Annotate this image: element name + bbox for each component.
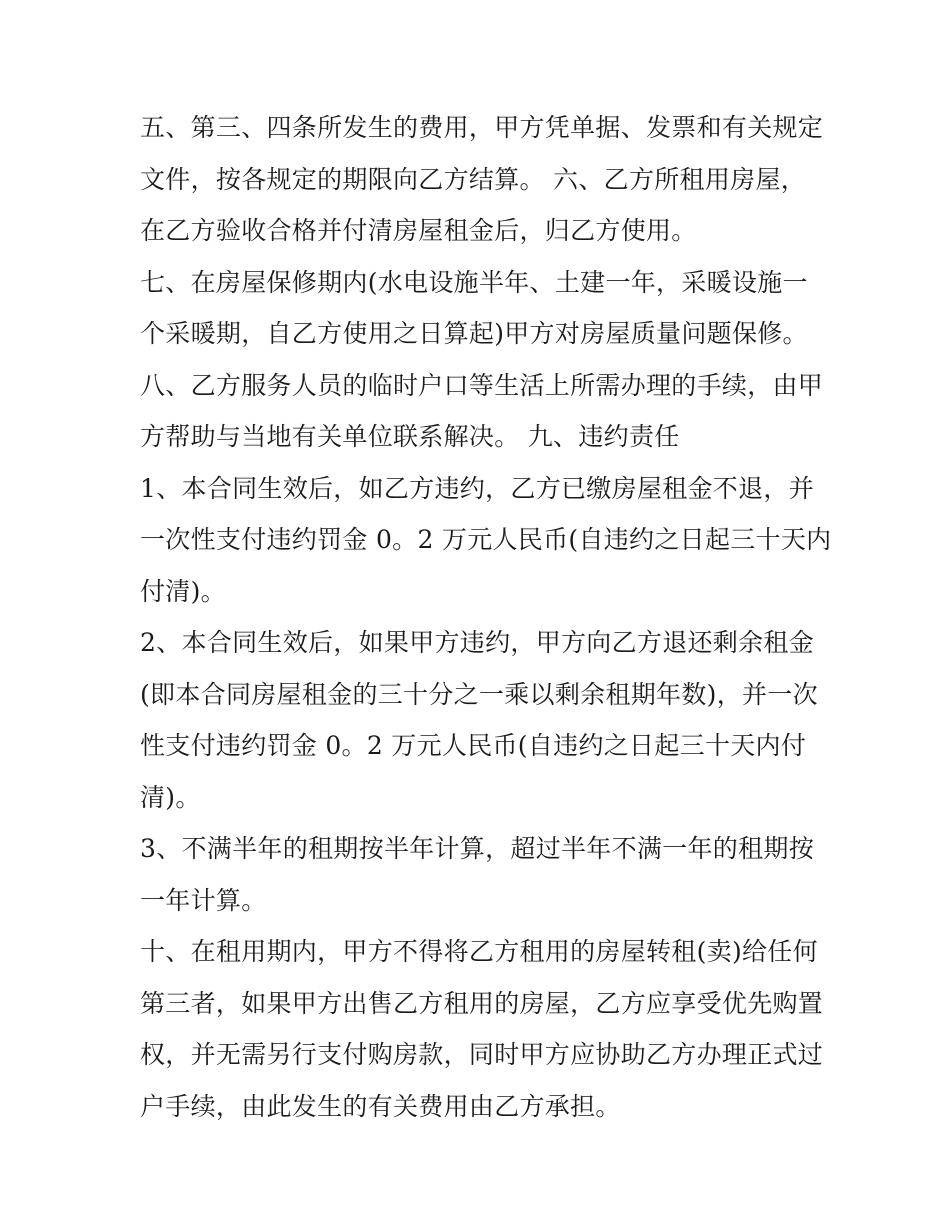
text-line: 七、在房屋保修期内(水电设施半年、土建一年，采暖设施一 (140, 267, 808, 297)
text-line: 八、乙方服务人员的临时户口等生活上所需办理的手续，由甲 (140, 370, 824, 400)
text-line: 付清)。 (140, 576, 226, 606)
text-line: 户手续，由此发生的有关费用由乙方承担。 (140, 1091, 621, 1121)
text-line: 1、本合同生效后，如乙方违约，乙方已缴房屋租金不退，并 (140, 473, 815, 503)
text-line: 2、本合同生效后，如果甲方违约，甲方向乙方退还剩余租金 (140, 628, 815, 657)
text-line: 第三者，如果甲方出售乙方租用的房屋，乙方应享受优先购置 (140, 988, 824, 1018)
text-line: 一年计算。 (140, 885, 267, 915)
text-line: 方帮助与当地有关单位联系解决。 九、违约责任 (140, 422, 680, 451)
text-line: 一次性支付违约罚金 0。2 万元人民币(自违约之日起三十天内 (140, 525, 832, 554)
text-line: 权，并无需另行支付购房款，同时甲方应协助乙方办理正式过 (140, 1040, 824, 1069)
text-line: 3、不满半年的租期按半年计算，超过半年不满一年的租期按 (140, 834, 815, 863)
text-line: 十、在租用期内，甲方不得将乙方租用的房屋转租(卖)给任何 (140, 937, 818, 966)
text-line: 在乙方验收合格并付清房屋租金后，归乙方使用。 (140, 216, 697, 245)
text-line: 文件，按各规定的期限向乙方结算。 六、乙方所租用房屋， (140, 164, 807, 194)
document-body (140, 102, 832, 1132)
text-line: 五、第三、四条所发生的费用，甲方凭单据、发票和有关规定 (140, 113, 824, 142)
text-line: 清)。 (140, 782, 201, 812)
text-line: 个采暖期，自乙方使用之日算起)甲方对房屋质量问题保修。 (140, 319, 808, 348)
text-line: (即本合同房屋租金的三十分之一乘以剩余租期年数)，并一次 (140, 679, 818, 709)
text-line: 性支付违约罚金 0。2 万元人民币(自违约之日起三十天内付 (140, 731, 807, 760)
